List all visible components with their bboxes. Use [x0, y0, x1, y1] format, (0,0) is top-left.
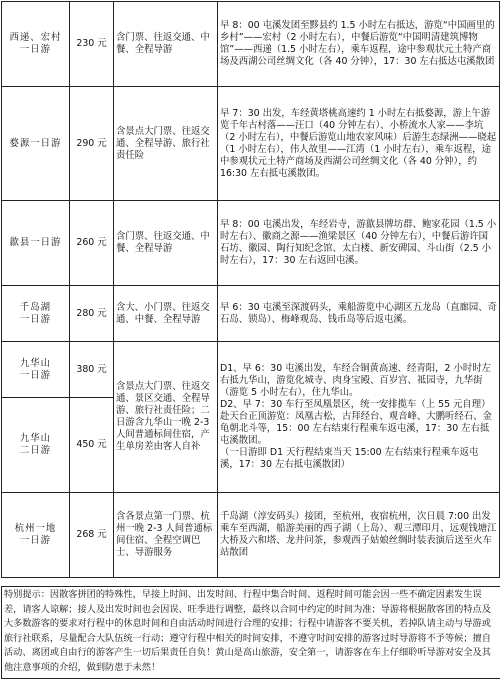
tour-itinerary: 早 8：00 屯溪出发，车经岩寺，游歙县牌坊群、鲍家花园（1.5 小时左右）、徽商之源——渔梁景区（40 分钟左右），中餐后游许国石坊、徽园、陶行知纪念馆、太白楼、新安碑园、斗山街（2.5 小时左右），17：30 左右返回屯溪。: [218, 201, 500, 286]
tour-price: 268 元: [70, 493, 114, 578]
table-row: [2, 201, 500, 286]
table-row: [2, 493, 500, 578]
tour-includes: 含门票、往返交通、中餐、全程导游: [114, 2, 218, 87]
tour-includes: 含各景点第一门票、杭州一晚 2-3 人间普通标间住宿、全程空调巴士、导游服务: [114, 493, 218, 578]
tour-price: 260 元: [70, 201, 114, 286]
tour-itinerary: D1、早 6：30 屯溪出发，车经合铜黄高速、经青阳，2 小时时左右抵九华山，游览化城寺、肉身宝殿、百岁宫、祗园寺，九华街（游览 5 小时左右），住九华山。 D2、早 7：30 车行至凤凰景区，统一安排揽车（上 55 元自理）赴天台正顶游览：凤凰古松，古拜经台、观音峰、大鹏听经石、金龟朝北斗等，15：00 左右结束行程乘车返屯溪，17：30 左右抵屯溪散团。 （一日游即 D1 天行程结束当天 15:00 左右结束行程乘车返屯溪，17：30 左右抵屯溪散团）: [218, 342, 500, 493]
table-row: [2, 342, 500, 398]
tour-price: 290 元: [70, 87, 114, 201]
tour-includes: 含景点大门票、往返交通、景区交通、全程导游、旅行社责任险；二日游含九华山一晚 2-3 人间普通标间住宿，产生单房差由客人自补: [114, 342, 218, 493]
tour-itinerary: 早 8：00 屯溪发团至黟县约 1.5 小时左右抵达，游览“中国画里的乡村”——宏村（2 小时左右），中餐后游览“中国明清建筑博物馆”——西递（1.5 小时左右），乘车返程，途中参观状元土特产商场及西湖公司丝绸文化（各 40 分钟），17：30 左右抵达屯溪散团: [218, 2, 500, 87]
tour-name: 九华山 二日游: [2, 398, 70, 493]
tour-includes: 含门票、往返交通、中餐、全程导游: [114, 201, 218, 286]
tour-price: 450 元: [70, 398, 114, 493]
tour-includes: 含大、小门票、往返交通、中餐、全程导游: [114, 286, 218, 342]
tour-itinerary: 早 7：30 出发，车经黄塔桃高速约 1 小时左右抵婺源，游上午游览千年古村落——汪口（40 分钟左右）、小桥流水人家——李坑（2 小时左右），中餐后游览山地农家风味）后游生态绿洲——晓起（1 小时左右），伟人故里——江湾（1 小时左右），乘车返程，途中参观状元土特产商场及西湖公司丝绸文化（各 40 分钟），约 16:30 左右抵屯溪散团。: [218, 87, 500, 201]
tour-name: 婺源一日游: [2, 87, 70, 201]
tour-price: 230 元: [70, 2, 114, 87]
tour-name: 西递、宏村 一日游: [2, 2, 70, 87]
tour-name: 歙县一日游: [2, 201, 70, 286]
table-row: [2, 87, 500, 201]
tour-name: 杭州一地 一日游: [2, 493, 70, 578]
tour-name: 千岛湖 一日游: [2, 286, 70, 342]
tour-itinerary: 早 6：30 屯溪至深渡码头，乘船游览中心湖区五龙岛（直廊园、奇石岛、锁岛）、梅峰观岛、钱币岛等后返屯溪。: [218, 286, 500, 342]
tour-includes: 含景点大门票、往返交通、全程导游、旅行社责任险: [114, 87, 218, 201]
tour-name: 九华山 一日游: [2, 342, 70, 398]
tour-itinerary: 千岛湖（淳安码头）接团，至杭州，夜宿杭州，次日晨 7:00 出发乘车至西湖，船游美丽的西子湖（上岛）、观三潭印月、远观钱塘江大桥及六和塔、龙井问茶，参观西子姑娘丝绸时装表演后送至火车站散团: [218, 493, 500, 578]
tour-table: [1, 1, 500, 578]
table-row: [2, 286, 500, 342]
table-row: [2, 2, 500, 87]
tour-price: 380 元: [70, 342, 114, 398]
tour-price: 280 元: [70, 286, 114, 342]
special-notice: 特别提示：因散客拼团的特殊性，早接上时间、出发时间、行程中集合时间、返程时间可能会因一些不确定因素发生误差，请客人谅解；接人及出发时间也会因误、旺季进行调整，最终以合同中约定的时间为准；导游将根据散客团的特点及大多数游客的要求对行程中的休息时间和自由活动时间进行合理的安排；行程中请游客不要关机，若掉队请主动与导游或旅行社联系，尽量配合大队伍统一行动；遵守行程中相关的时间安排，不遵守时间安排的游客过时导游将不予等候；擅自活动、离团或自由行的游客产生一切后果责任自负！黄山是高山旅游，安全第一，请游客在车上仔细聆听导游对安全及其他注意事项的介绍，做到防患于未然！: [1, 586, 500, 679]
